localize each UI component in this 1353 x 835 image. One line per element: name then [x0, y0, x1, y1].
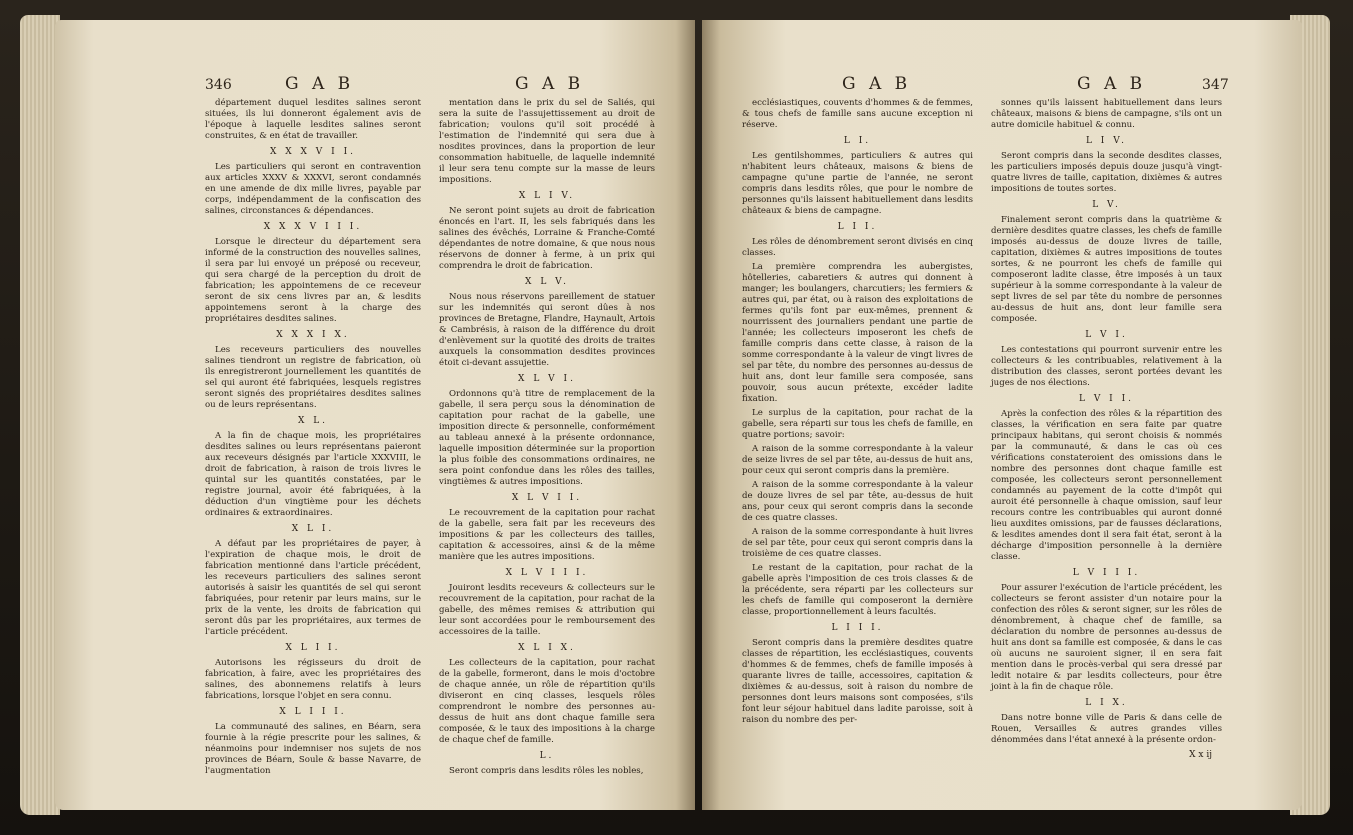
article-heading: X L V I.	[518, 374, 576, 384]
text-column	[991, 98, 1222, 810]
article-heading: L I I I.	[831, 623, 884, 633]
paragraph: Seront compris dans la première desdites quatre classes de répartition, les ecclésiastiques, couvents d'hommes & de femmes, chefs de famille imposés à quarante livres de taille, accessoires, capitation & dixièmes & au-dessus, soit à raison du nombre de personnes dont leurs maisons sont composées, s'ils font leur séjour habituel dans ladite paroisse, soit à raison du nombre des per-	[742, 638, 973, 725]
paragraph: Le restant de la capitation, pour rachat de la gabelle après l'imposition de ces trois classes & de la précédente, sera réparti par les collecteurs sur les chefs de famille qui composeront la dernière classe, proportionnellement à leurs facultés.	[742, 563, 973, 617]
running-head: G A B	[285, 74, 355, 94]
paragraph: ecclésiastiques, couvents d'hommes & de femmes, & tous chefs de famille sans aucune exception ni réserve.	[742, 98, 973, 130]
paragraph: Les collecteurs de la capitation, pour rachat de la gabelle, formeront, dans le mois d'octobre de chaque année, un rôle de répartition qu'ils diviseront en cinq classes, lesquels rôles comprendront le nombre des personnes au-dessus de huit ans dont chaque famille sera composée, & le taux des impositions à la charge de chaque chef de famille.	[439, 658, 655, 745]
paragraph: Lorsque le directeur du département sera informé de la construction des nouvelles salines, il sera par lui envoyé un préposé ou receveur, qui sera chargé de la perception du droit de fabrication; les appointemens de ce receveur seront de six cens livres par an, & lesdits appointemens seront à la charge des propriétaires desdites salines.	[205, 237, 421, 324]
paragraph: Le recouvrement de la capitation pour rachat de la gabelle, sera fait par les receveurs des impositions & par les collecteurs des tailles, capitation & accessoires, ainsi & de la même manière que les autres impositions.	[439, 508, 655, 562]
left-page	[55, 20, 695, 810]
paragraph: Après la confection des rôles & la répartition des classes, la vérification en sera faite par quatre principaux habitans, qui seront choisis & nommés par la communauté, & dans le cas où ces vérifications constateroient des omissions dans le nombre des personnes dont chaque famille est composée, les collecteurs seront personnellement condamnés au payement de la cotte d'impôt qui auroit été personnelle à chaque omission, sauf leur recours contre les contribuables qui auront donné lieu auxdites omissions, par de fausses déclarations, & lesdites amendes dont il sera fait état, seront à la décharge d'imposition personnelle à la dernière classe.	[991, 409, 1222, 562]
paragraph: Seront compris dans la seconde desdites classes, les particuliers imposés depuis douze jusqu'à vingt-quatre livres de taille, capitation, dixièmes & autres impositions de toutes sortes.	[991, 151, 1222, 194]
paragraph: A la fin de chaque mois, les propriétaires desdites salines ou leurs représentans paieront aux receveurs désignés par l'article XXXVIII, le droit de fabrication, à raison de trois livres le quintal sur les quantités constatées, par le registre journal, avoir été fabriquées, à la déduction d'un vingtième pour les déchets ordinaires & extraordinaires.	[205, 431, 421, 518]
paragraph: Dans notre bonne ville de Paris & dans celle de Rouen, Versailles & autres grandes villes dénommées dans l'état annexé à la présente ordon-	[991, 713, 1222, 745]
paragraph: Seront compris dans lesdits rôles les nobles,	[449, 766, 644, 776]
paragraph: Ne seront point sujets au droit de fabrication énoncés en l'art. II, les sels fabriqués dans les salines des évêchés, Lorraine & Franche-Comté dépendantes de notre domaine, & que nous nous réservons de donner à ferme, à un prix qui comprendra le droit de fabrication.	[439, 206, 655, 271]
article-heading: X X X V I I I.	[263, 222, 363, 232]
article-heading: X L I.	[291, 524, 335, 534]
article-heading: X X X I X.	[276, 330, 350, 340]
article-heading: X L V I I I.	[505, 568, 589, 578]
article-heading: X L I I I.	[279, 707, 347, 717]
paragraph: Pour assurer l'exécution de l'article précédent, les collecteurs se feront assister d'un notaire pour la confection des rôles & seront signer, sur les rôles de dénombrement, à chaque chef de famille, sa déclaration du nombre de personnes au-dessus de huit ans dont sa famille est composée, & dans le cas où aucuns ne sauroient signer, il en sera fait mention dans le procès-verbal qui sera dressé par ledit notaire & par lesdits collecteurs, pour être joint à la fin de chaque rôle.	[991, 583, 1222, 692]
page-number: 346	[205, 77, 232, 93]
paragraph: Les gentilshommes, particuliers & autres qui n'habitent leurs châteaux, maisons & biens de campagne qu'une partie de l'année, ne seront compris dans lesdits rôles, que pour le nombre de personnes qu'ils laissent habituellement dans lesdits châteaux & biens de campagne.	[742, 151, 973, 216]
article-heading: L V I I I.	[1072, 568, 1141, 578]
article-heading: X L I I.	[285, 643, 341, 653]
paragraph: mentation dans le prix du sel de Saliés, qui sera la suite de l'assujettissement au droit de fabrication; voulons qu'il soit procédé à l'estimation de l'indemnité qui sera due à nosdites provinces, dans la proportion de leur consommation habituelle, de laquelle indemnité il leur sera tenu compte sur la masse de leurs impositions.	[439, 98, 655, 185]
running-head: G A B	[1077, 74, 1147, 94]
article-heading: X L.	[297, 416, 329, 426]
paragraph: Jouiront lesdits receveurs & collecteurs sur le recouvrement de la capitation, pour rachat de la gabelle, des mêmes remises & attribution qui leur sont accordées pour le remboursement des accessoires de la taille.	[439, 583, 655, 637]
article-heading: X L V.	[525, 277, 569, 287]
paragraph: A raison de la somme correspondante à la valeur de douze livres de sel par tête, au-dessus de huit ans, pour ceux qui seront compris dans la seconde de ces quatre classes.	[742, 480, 973, 523]
paragraph: Les contestations qui pourront survenir entre les collecteurs & les contribuables, relativement à la distribution des classes, seront portées devant les juges de nos élections.	[991, 345, 1222, 388]
right-page	[702, 20, 1302, 810]
text-column	[205, 98, 421, 810]
paragraph: Les rôles de dénombrement seront divisés en cinq classes.	[742, 237, 973, 258]
article-heading: X X X V I I.	[270, 147, 356, 157]
article-heading: L I.	[843, 136, 872, 146]
article-heading: X L V I I.	[511, 493, 583, 503]
paragraph: Les receveurs particuliers des nouvelles salines tiendront un registre de fabrication, où ils enregistreront journellement les quantités de sel qui auront été fabriquées, lesquels registres seront signés des propriétaires desdites salines ou de leurs représentans.	[205, 345, 421, 410]
paragraph: Le surplus de la capitation, pour rachat de la gabelle, sera réparti sur tous les chefs de famille, en quatre portions; savoir:	[742, 408, 973, 440]
paragraph: Nous nous réservons pareillement de statuer sur les indemnités qui seront dûes à nos provinces de Bretagne, Flandre, Haynault, Artois & Cambrésis, à raison de la différence du droit d'enlèvement sur la quotité des droits de traites auxquels la consommation desdites provinces étoit ci-devant assujettie.	[439, 292, 655, 368]
paragraph: Les particuliers qui seront en contravention aux articles XXXV & XXXVI, seront condamnés en une amende de dix mille livres, payable par corps, indépendamment de la confiscation des salines, circonstances & dépendances.	[205, 162, 421, 216]
article-heading: X L I V.	[518, 191, 576, 201]
paragraph: La communauté des salines, en Béarn, sera fournie à la régie prescrite pour les salines, & néanmoins pour indemniser nos sujets de nos provinces de Béarn, Soule & basse Navarre, de l'augmentation	[205, 722, 421, 776]
paragraph: Ordonnons qu'à titre de remplacement de la gabelle, il sera perçu sous la dénomination de capitation pour rachat de la gabelle, une imposition directe & personnelle, conformément au tableau annexé à la présente ordonnance, laquelle imposition déterminée sur la proportion la plus foible des consommations ordinaires, ne sera point confondue dans les rôles des tailles, vingtièmes & autres impositions.	[439, 389, 655, 487]
article-heading: L I I.	[837, 222, 878, 232]
paragraph: sonnes qu'ils laissent habituellement dans leurs châteaux, maisons & biens de campagne, s'ils ont un autre domicile habituel & connu.	[991, 98, 1222, 130]
running-head: G A B	[842, 74, 912, 94]
article-heading: L V I.	[1085, 330, 1128, 340]
text-column	[742, 98, 973, 810]
text-column	[439, 98, 655, 810]
paragraph: Autorisons les régisseurs du droit de fabrication, à faire, avec les propriétaires des salines, des abonnemens relatifs à leurs fabrications, lorsque l'objet en sera connu.	[205, 658, 421, 701]
article-heading: L I V.	[1085, 136, 1128, 146]
article-heading: L V.	[1092, 200, 1121, 210]
paragraph: A raison de la somme correspondante à huit livres de sel par tête, pour ceux qui seront compris dans la troisième de ces quatre classes.	[742, 527, 973, 559]
paragraph: A raison de la somme correspondante à la valeur de seize livres de sel par tête, au-dessus de huit ans, pour ceux qui seront compris dans la première.	[742, 444, 973, 476]
article-heading: X L I X.	[518, 643, 576, 653]
paragraph: La première comprendra les aubergistes, hôtelleries, cabaretiers & autres qui donnent à manger; les boulangers, charcutiers; les fermiers & autres qui, par état, ou à raison des exploitations de fermes qu'ils font par eux-mêmes, prennent & nourrissent des journaliers pendant une partie de l'année; les collecteurs imposeront les chefs de famille compris dans cette classe, à raison de la somme correspondante à la valeur de vingt livres de sel par tête, du nombre des personnes au-dessus de huit ans, dont leur famille sera composée, sans pouvoir, sous aucun prétexte, excéder ladite fixation.	[742, 262, 973, 404]
paragraph: département duquel lesdites salines seront situées, ils lui donneront également avis de l'époque à laquelle lesdites salines seront construites, & en état de travailler.	[205, 98, 421, 141]
running-head: G A B	[515, 74, 585, 94]
article-heading: L.	[539, 751, 555, 761]
signature-mark: X x ij	[1189, 750, 1212, 760]
page-number: 347	[1202, 77, 1229, 93]
article-heading: L I X.	[1085, 698, 1128, 708]
page-edges-left	[20, 15, 60, 815]
paragraph: A défaut par les propriétaires de payer, à l'expiration de chaque mois, le droit de fabrication mentionné dans l'article précédent, les receveurs particuliers des salines seront autorisés à saisir les quantités de sel qui seront fabriquées, pour retenir par leurs mains, sur le prix de la vente, les droits de fabrication qui seront dûs par les propriétaires, aux termes de l'article précédent.	[205, 539, 421, 637]
paragraph: Finalement seront compris dans la quatrième & dernière desdites quatre classes, les chefs de famille imposés au-dessus de douze livres de taille, capitation, dixièmes & autres impositions de toutes sortes, & ne pourront les chefs de famille qui composeront ladite classe, être imposés à un taux supérieur à la somme correspondante à la valeur de sept livres de sel par tête du nombre de personnes au-dessus de huit ans, dont leur famille sera composée.	[991, 215, 1222, 324]
article-heading: L V I I.	[1078, 394, 1135, 404]
